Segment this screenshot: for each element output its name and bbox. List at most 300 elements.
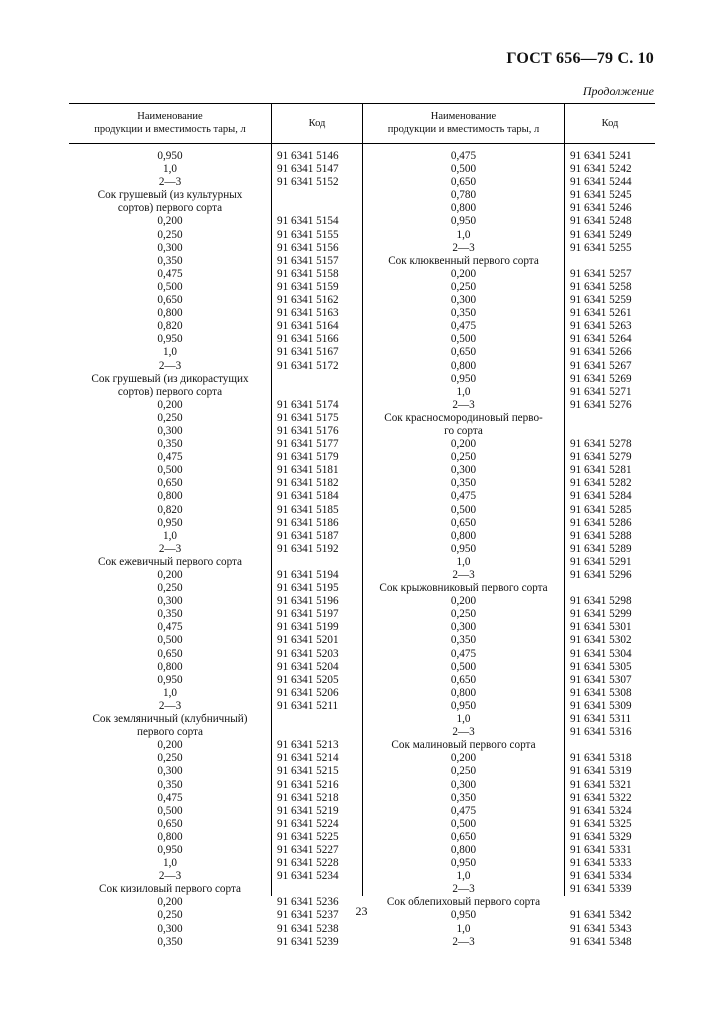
code-row <box>570 425 655 438</box>
table-row <box>69 713 271 726</box>
product-code: 91 6341 5266 <box>570 346 632 359</box>
table-row <box>69 202 271 215</box>
product-code: 91 6341 5152 <box>277 176 339 189</box>
table-row <box>363 281 564 294</box>
table-row <box>69 307 271 320</box>
code-row <box>570 883 655 896</box>
code-row <box>570 320 655 333</box>
code-row <box>570 608 655 621</box>
table-row <box>363 621 564 634</box>
container-volume: 0,350 <box>450 791 477 804</box>
product-code: 91 6341 5242 <box>570 163 632 176</box>
code-row <box>570 556 655 569</box>
code-row <box>570 713 655 726</box>
table-row <box>363 765 564 778</box>
container-volume: 2—3 <box>158 176 182 189</box>
container-volume: 0,475 <box>450 490 477 503</box>
table-row <box>363 202 564 215</box>
container-volume: 0,800 <box>157 490 183 503</box>
product-code: 91 6341 5234 <box>277 870 339 883</box>
table-row <box>69 464 271 477</box>
table-row <box>363 163 564 176</box>
product-code: 91 6341 5308 <box>570 686 632 699</box>
code-row <box>277 779 362 792</box>
product-code: 91 6341 5333 <box>570 857 632 870</box>
container-volume: 0,350 <box>157 935 183 948</box>
table-row <box>69 805 271 818</box>
code-row <box>277 176 362 189</box>
table-row <box>69 634 271 647</box>
product-code: 91 6341 5184 <box>277 490 339 503</box>
code-row <box>570 438 655 451</box>
column-header-line1: Наименование <box>430 111 497 122</box>
table-row <box>363 255 564 268</box>
container-volume: 2—3 <box>452 935 475 948</box>
product-code: 91 6341 5316 <box>570 726 632 739</box>
product-code: 91 6341 5269 <box>570 372 632 385</box>
table-row <box>363 569 564 582</box>
container-volume: 1,0 <box>456 870 471 883</box>
table-row <box>363 189 564 202</box>
code-row <box>277 713 362 726</box>
table-row <box>69 229 271 242</box>
table-row <box>69 255 271 268</box>
code-row <box>277 399 362 412</box>
container-volume: 0,950 <box>450 542 477 555</box>
product-code: 91 6341 5244 <box>570 176 632 189</box>
code-row <box>570 163 655 176</box>
product-code: 91 6341 5215 <box>277 765 339 778</box>
code-row <box>277 294 362 307</box>
container-volume: 0,650 <box>450 346 477 359</box>
divider-right-name-code <box>564 103 565 896</box>
container-volume: 0,250 <box>157 909 183 922</box>
product-code: 91 6341 5239 <box>277 935 339 948</box>
code-row <box>570 242 655 255</box>
table-row <box>69 700 271 713</box>
container-volume: 0,350 <box>450 634 477 647</box>
code-row <box>277 687 362 700</box>
table-row <box>363 373 564 386</box>
code-row <box>277 438 362 451</box>
container-volume: 0,650 <box>450 673 477 686</box>
code-row <box>277 883 362 896</box>
product-code: 91 6341 5307 <box>570 673 632 686</box>
product-code: 91 6341 5342 <box>570 909 632 922</box>
table-row <box>69 883 271 896</box>
column-header-name-left <box>69 103 271 143</box>
divider-left-name-code <box>271 103 272 896</box>
table-row <box>363 582 564 595</box>
code-row <box>277 268 362 281</box>
code-row <box>277 621 362 634</box>
code-row <box>570 648 655 661</box>
container-volume: 2—3 <box>158 699 182 712</box>
product-code: 91 6341 5339 <box>570 883 632 896</box>
code-row <box>277 595 362 608</box>
code-row <box>570 530 655 543</box>
product-code: 91 6341 5321 <box>570 778 632 791</box>
container-volume: 0,300 <box>157 595 183 608</box>
code-row <box>277 739 362 752</box>
container-volume: 0,800 <box>157 307 183 320</box>
product-code: 91 6341 5304 <box>570 647 632 660</box>
code-row <box>570 687 655 700</box>
container-volume: 0,250 <box>450 280 477 293</box>
table-row <box>363 543 564 556</box>
table-row <box>363 242 564 255</box>
table-row <box>69 687 271 700</box>
product-code: 91 6341 5281 <box>570 464 632 477</box>
product-code: 91 6341 5181 <box>277 464 339 477</box>
product-code: 91 6341 5285 <box>570 503 632 516</box>
container-volume: 0,500 <box>157 280 183 293</box>
table-row <box>363 307 564 320</box>
product-name: Сок кизиловый первого сорта <box>99 883 241 896</box>
code-row <box>277 477 362 490</box>
table-row <box>363 412 564 425</box>
code-row <box>277 320 362 333</box>
container-volume: 0,500 <box>450 817 477 830</box>
column-header-name-right <box>363 103 564 143</box>
code-row <box>277 412 362 425</box>
code-row <box>570 726 655 739</box>
table-row <box>363 844 564 857</box>
product-code: 91 6341 5343 <box>570 922 632 935</box>
product-code: 91 6341 5205 <box>277 673 339 686</box>
column-header-line1: Код <box>308 117 326 129</box>
container-volume: 0,950 <box>450 215 477 228</box>
container-volume: 0,780 <box>450 189 477 202</box>
container-volume: 0,200 <box>157 215 183 228</box>
container-volume: 1,0 <box>456 228 471 241</box>
container-volume: 0,300 <box>450 778 477 791</box>
product-name: первого сорта <box>136 726 204 739</box>
product-code: 91 6341 5227 <box>277 843 339 856</box>
table-row <box>363 320 564 333</box>
container-volume: 0,200 <box>450 752 477 765</box>
left-rows <box>69 150 271 949</box>
table-row <box>363 634 564 647</box>
code-row <box>277 530 362 543</box>
code-row <box>277 818 362 831</box>
code-row <box>570 818 655 831</box>
table-row <box>69 608 271 621</box>
product-code: 91 6341 5322 <box>570 791 632 804</box>
container-volume: 0,950 <box>450 909 477 922</box>
product-code: 91 6341 5238 <box>277 922 339 935</box>
code-row <box>570 412 655 425</box>
code-row <box>277 936 362 949</box>
code-row <box>277 726 362 739</box>
code-row <box>570 621 655 634</box>
table-row <box>69 451 271 464</box>
code-row <box>277 307 362 320</box>
container-volume: 0,350 <box>157 608 183 621</box>
code-row <box>570 700 655 713</box>
table-row <box>69 831 271 844</box>
container-volume: 0,300 <box>450 621 477 634</box>
table-row <box>363 556 564 569</box>
product-code: 91 6341 5159 <box>277 280 339 293</box>
code-row <box>277 923 362 936</box>
table-row <box>69 765 271 778</box>
table-row <box>69 923 271 936</box>
code-row <box>277 805 362 818</box>
product-code: 91 6341 5245 <box>570 189 632 202</box>
table-row <box>363 608 564 621</box>
container-volume: 0,500 <box>450 660 477 673</box>
product-code: 91 6341 5319 <box>570 765 632 778</box>
product-code: 91 6341 5185 <box>277 503 339 516</box>
product-code: 91 6341 5199 <box>277 621 339 634</box>
code-row <box>570 936 655 949</box>
table-row <box>363 517 564 530</box>
code-row <box>570 464 655 477</box>
product-code: 91 6341 5278 <box>570 438 632 451</box>
table-row <box>69 268 271 281</box>
column-header-line1: Наименование <box>137 111 203 122</box>
container-volume: 0,950 <box>450 372 477 385</box>
product-code: 91 6341 5167 <box>277 346 339 359</box>
product-code: 91 6341 5146 <box>277 150 339 162</box>
code-row <box>277 386 362 399</box>
product-code: 91 6341 5192 <box>277 542 339 555</box>
product-code: 91 6341 5296 <box>570 569 632 581</box>
container-volume: 0,200 <box>450 438 477 451</box>
code-row <box>570 792 655 805</box>
container-volume: 0,500 <box>450 163 477 176</box>
product-code: 91 6341 5284 <box>570 490 632 503</box>
table-row <box>69 189 271 202</box>
table-row <box>69 661 271 674</box>
code-row <box>570 373 655 386</box>
table-row <box>69 674 271 687</box>
code-row <box>570 595 655 608</box>
container-volume: 0,475 <box>157 621 183 634</box>
product-code: 91 6341 5324 <box>570 804 632 817</box>
container-volume: 0,500 <box>157 804 183 817</box>
product-code: 91 6341 5246 <box>570 202 632 215</box>
code-row <box>570 504 655 517</box>
code-row <box>277 255 362 268</box>
product-code: 91 6341 5329 <box>570 830 632 843</box>
container-volume: 0,650 <box>450 516 477 529</box>
code-row <box>277 870 362 883</box>
code-row <box>570 582 655 595</box>
product-code: 91 6341 5176 <box>277 424 339 437</box>
code-row <box>570 333 655 346</box>
container-volume: 2—3 <box>158 359 182 372</box>
table-row <box>363 700 564 713</box>
table-row <box>69 294 271 307</box>
code-row <box>277 752 362 765</box>
table-row <box>69 425 271 438</box>
product-name: сортов) первого сорта <box>117 385 223 398</box>
product-code: 91 6341 5305 <box>570 660 632 673</box>
code-row <box>570 150 655 163</box>
container-volume: 0,800 <box>450 843 477 856</box>
product-code: 91 6341 5186 <box>277 516 339 529</box>
container-volume: 0,300 <box>450 294 477 307</box>
product-code: 91 6341 5299 <box>570 608 632 621</box>
product-name: Сок клюквенный первого сорта <box>388 254 539 267</box>
code-row <box>277 189 362 202</box>
code-row <box>277 150 362 163</box>
container-volume: 0,200 <box>450 267 477 280</box>
table-row <box>363 360 564 373</box>
product-code: 91 6341 5166 <box>277 333 339 346</box>
code-row <box>277 346 362 359</box>
table-row <box>363 425 564 438</box>
container-volume: 0,950 <box>157 516 183 529</box>
product-code: 91 6341 5154 <box>277 215 339 228</box>
code-row <box>570 307 655 320</box>
product-code: 91 6341 5298 <box>570 595 632 608</box>
table-row <box>69 752 271 765</box>
container-volume: 0,350 <box>157 778 183 791</box>
table-row <box>363 752 564 765</box>
product-code: 91 6341 5282 <box>570 477 632 490</box>
table-row <box>69 595 271 608</box>
code-row <box>277 857 362 870</box>
code-row <box>570 752 655 765</box>
container-volume: 0,950 <box>157 150 183 162</box>
code-row <box>277 451 362 464</box>
container-volume: 0,500 <box>450 503 477 516</box>
product-code: 91 6341 5204 <box>277 660 339 673</box>
table-row <box>363 268 564 281</box>
product-code: 91 6341 5213 <box>277 739 339 752</box>
container-volume: 0,350 <box>157 254 183 267</box>
container-volume: 2—3 <box>452 883 475 896</box>
container-volume: 0,475 <box>450 320 477 333</box>
table-row <box>69 333 271 346</box>
code-row <box>277 792 362 805</box>
container-volume: 0,820 <box>157 503 183 516</box>
code-row <box>277 360 362 373</box>
product-code: 91 6341 5248 <box>570 215 632 228</box>
code-row <box>570 844 655 857</box>
container-volume: 0,950 <box>157 843 183 856</box>
container-volume: 0,800 <box>450 359 477 372</box>
code-row <box>277 634 362 647</box>
table-row <box>69 818 271 831</box>
page-number: 23 <box>355 904 368 918</box>
code-row <box>277 648 362 661</box>
table-row <box>363 399 564 412</box>
container-volume: 1,0 <box>163 163 177 176</box>
product-code: 91 6341 5334 <box>570 870 632 883</box>
container-volume: 0,650 <box>157 294 183 307</box>
code-row <box>277 163 362 176</box>
table-row <box>363 857 564 870</box>
container-volume: 1,0 <box>456 385 471 398</box>
container-volume: 2—3 <box>452 398 475 411</box>
table-row <box>69 779 271 792</box>
code-row <box>570 451 655 464</box>
container-volume: 0,250 <box>157 228 183 241</box>
product-code: 91 6341 5348 <box>570 935 632 948</box>
document-header: ГОСТ 656—79 С. 10 <box>506 50 654 67</box>
code-row <box>570 346 655 359</box>
table-row <box>69 543 271 556</box>
product-code: 91 6341 5162 <box>277 294 339 307</box>
product-code: 91 6341 5157 <box>277 254 339 267</box>
code-row <box>277 517 362 530</box>
right-rows <box>363 150 564 949</box>
product-name: Сок малиновый первого сорта <box>391 739 536 752</box>
code-row <box>277 202 362 215</box>
table-row <box>363 530 564 543</box>
code-row <box>277 556 362 569</box>
table-row <box>363 661 564 674</box>
table-row <box>363 674 564 687</box>
table-row <box>363 504 564 517</box>
product-code: 91 6341 5214 <box>277 752 339 765</box>
container-volume: 1,0 <box>163 686 177 699</box>
continuation-label: Продолжение <box>582 84 654 98</box>
table-row <box>363 215 564 228</box>
product-code: 91 6341 5201 <box>277 634 339 647</box>
table-row <box>69 399 271 412</box>
code-row <box>570 765 655 778</box>
table-row <box>363 333 564 346</box>
table-row <box>69 569 271 582</box>
container-volume: 0,200 <box>157 398 183 411</box>
product-code: 91 6341 5257 <box>570 267 632 280</box>
table-row <box>69 373 271 386</box>
code-row <box>570 805 655 818</box>
product-code: 91 6341 5241 <box>570 150 632 162</box>
product-code: 91 6341 5156 <box>277 241 339 254</box>
table-row <box>69 477 271 490</box>
product-code: 91 6341 5309 <box>570 699 632 712</box>
table-row <box>69 360 271 373</box>
table-row <box>69 621 271 634</box>
container-volume: 0,950 <box>450 857 477 870</box>
container-volume: 2—3 <box>452 241 475 254</box>
container-volume: 0,475 <box>450 647 477 660</box>
code-row <box>277 569 362 582</box>
product-code: 91 6341 5311 <box>570 713 632 726</box>
table-row <box>69 530 271 543</box>
code-row <box>277 765 362 778</box>
code-row <box>570 399 655 412</box>
code-row <box>570 176 655 189</box>
table-row <box>69 242 271 255</box>
product-code: 91 6341 5267 <box>570 359 632 372</box>
table-row <box>363 923 564 936</box>
product-code: 91 6341 5237 <box>277 909 339 922</box>
code-row <box>570 661 655 674</box>
product-code: 91 6341 5224 <box>277 817 339 830</box>
code-row <box>570 779 655 792</box>
container-volume: 0,650 <box>157 647 183 660</box>
container-volume: 0,250 <box>450 765 477 778</box>
container-volume: 0,475 <box>157 267 183 280</box>
table-row <box>69 386 271 399</box>
table-row <box>363 386 564 399</box>
code-row <box>277 333 362 346</box>
code-row <box>570 360 655 373</box>
product-code: 91 6341 5302 <box>570 634 632 647</box>
container-volume: 0,300 <box>157 765 183 778</box>
table-row <box>363 451 564 464</box>
column-header-line2: продукции и вместимость тары, л <box>387 124 540 135</box>
table-row <box>363 687 564 700</box>
product-code: 91 6341 5175 <box>277 411 339 424</box>
